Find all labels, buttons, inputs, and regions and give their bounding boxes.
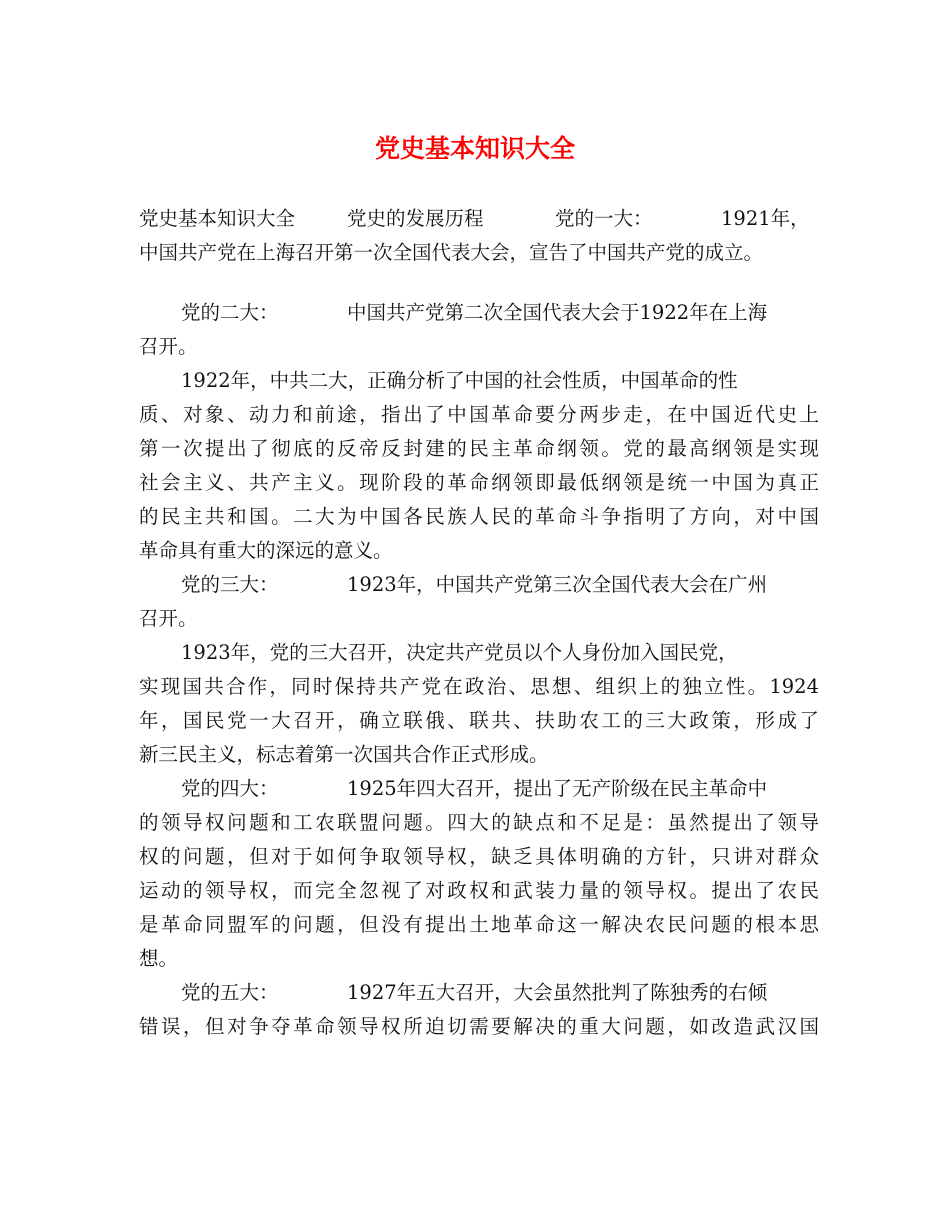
intro-line-1 xyxy=(139,202,819,236)
paragraph-line: 质、对象、动力和前途，指出了中国革命要分两步走，在中国近代史上 xyxy=(139,403,819,426)
second-congress-heading xyxy=(139,296,819,330)
paragraph-line: 第一次提出了彻底的反帝反封建的民主革命纲领。党的最高纲领是实现 xyxy=(139,437,819,460)
first-congress-year: 1921年， xyxy=(721,207,810,230)
first-congress-label: 党的一大： xyxy=(555,207,653,230)
paragraph-line: 1923年，党的三大召开，决定共产党员以个人身份加入国民党， xyxy=(181,641,738,664)
fifth-congress-heading xyxy=(139,976,819,1010)
paragraph-line: 的民主共和国。二大为中国各民族人民的革命斗争指明了方向，对中国 xyxy=(139,505,819,528)
paragraph-line: 革命具有重大的深远的意义。 xyxy=(139,539,393,562)
third-congress-summary: 1923年，中国共产党第三次全国代表大会在广州 xyxy=(347,573,768,596)
third-congress-summary-cont: 召开。 xyxy=(139,607,198,630)
second-congress-summary-cont: 召开。 xyxy=(139,335,198,358)
paragraph-line: 想。 xyxy=(139,947,179,970)
document-title: 党史基本知识大全 xyxy=(374,134,575,163)
second-congress-summary: 中国共产党第二次全国代表大会于1922年在上海 xyxy=(347,301,768,324)
fourth-congress-label: 党的四大： xyxy=(181,777,279,800)
spacer xyxy=(139,270,819,296)
paragraph-line: 年，国民党一大召开，确立联俄、联共、扶助农工的三大政策，形成了 xyxy=(139,709,819,732)
paragraph-line: 社会主义、共产主义。现阶段的革命纲领即最低纲领是统一中国为真正 xyxy=(139,471,819,494)
paragraph-line: 是革命同盟军的问题，但没有提出土地革命这一解决农民问题的根本思 xyxy=(139,913,819,936)
fourth-congress-summary: 1925年四大召开，提出了无产阶级在民主革命中 xyxy=(347,777,768,800)
third-congress-label: 党的三大： xyxy=(181,573,279,596)
fifth-congress-label: 党的五大： xyxy=(181,981,279,1004)
intro-subheading: 党史的发展历程 xyxy=(347,207,484,230)
paragraph-line: 的领导权问题和工农联盟问题。四大的缺点和不足是：虽然提出了领导 xyxy=(139,811,819,834)
document-body xyxy=(139,202,819,1044)
paragraph-line: 新三民主义，标志着第一次国共合作正式形成。 xyxy=(139,743,549,766)
intro-heading: 党史基本知识大全 xyxy=(139,207,296,230)
second-congress-label: 党的二大： xyxy=(181,301,279,324)
paragraph-line: 运动的领导权，而完全忽视了对政权和武装力量的领导权。提出了农民 xyxy=(139,879,819,902)
paragraph-line: 实现国共合作，同时保持共产党在政治、思想、组织上的独立性。1924 xyxy=(139,675,819,698)
paragraph-line: 权的问题，但对于如何争取领导权，缺乏具体明确的方针，只讲对群众 xyxy=(139,845,819,868)
fifth-congress-summary: 1927年五大召开，大会虽然批判了陈独秀的右倾 xyxy=(347,981,768,1004)
intro-line-2: 中国共产党在上海召开第一次全国代表大会，宣告了中国共产党的成立。 xyxy=(139,241,764,264)
paragraph-line: 1922年，中共二大，正确分析了中国的社会性质，中国革命的性 xyxy=(181,369,738,392)
paragraph-line: 错误，但对争夺革命领导权所迫切需要解决的重大问题，如改造武汉国 xyxy=(139,1015,819,1038)
third-congress-heading xyxy=(139,568,819,602)
fourth-congress-heading xyxy=(139,772,819,806)
